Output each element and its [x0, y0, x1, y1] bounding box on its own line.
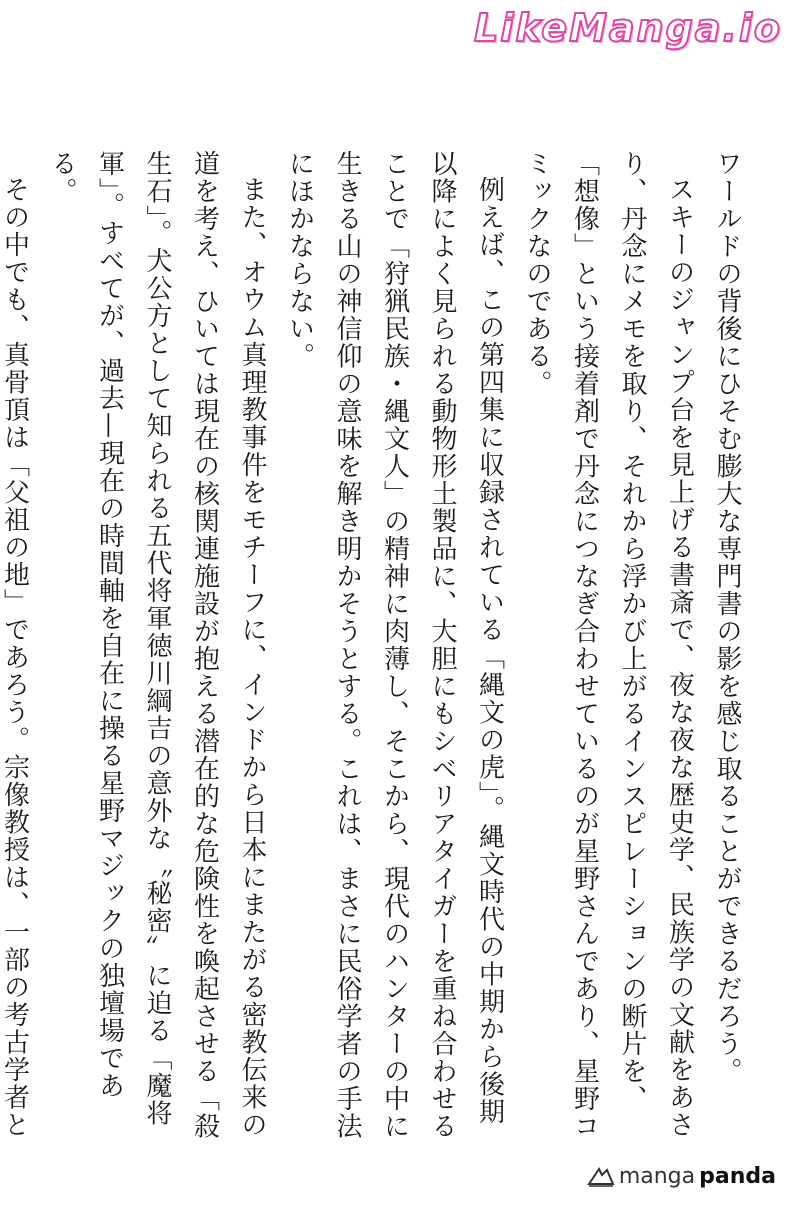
- watermark-word-manga: manga: [618, 1164, 696, 1189]
- paragraph-5: その中でも、真骨頂は「父祖の地」であろう。宗像教授は、一部の考古学者と: [0, 176, 30, 1139]
- paragraph-3: 例えば、この第四集に収録されている「縄文の虎」。縄文時代の中期から後期以降によく見られる動物形土製品に、大胆にもシベリアタイガーを重ね合わせることで「狩猟民族・縄文人」の精神に肉薄し、そこから、現代のハンターの中に生きる山の神信仰の意味を解き明かそうとする。これは、まさに民俗学者の手法にほかならない。: [284, 150, 505, 1140]
- paragraph-1: ワールドの背後にひそむ膨大な専門書の影を感じ取ることができるだろう。: [712, 150, 742, 1085]
- panda-logo-icon: [587, 1166, 615, 1188]
- paragraph-4: また、オウム真理教事件をモチーフに、インドから日本にまたがる密教伝来の道を考え、ひいては現在の核関連施設が抱える潜在的な危険性を喚起させる「殺生石」。犬公方として知られる五代将軍徳川綱吉の意外な〝秘密〟に迫る「魔将軍」。すべてが、過去—現在の時間軸を自在に操る星野マジックの独壇場である。: [47, 150, 267, 1140]
- watermark-word-panda: panda: [699, 1164, 776, 1189]
- vertical-text-body: [0, 150, 750, 1140]
- site-watermark: LikeManga.io: [474, 6, 782, 50]
- mangapanda-watermark: [587, 1164, 776, 1189]
- paragraph-2: スキーのジャンプ台を見上げる書斎で、夜な夜な歴史学、民族学の文献をあさり、丹念にメモを取り、それから浮かび上がるインスピレーションの断片を、「想像」という接着剤で丹念につなぎ合わせているのが星野さんであり、星野コミックなのである。: [522, 150, 695, 1140]
